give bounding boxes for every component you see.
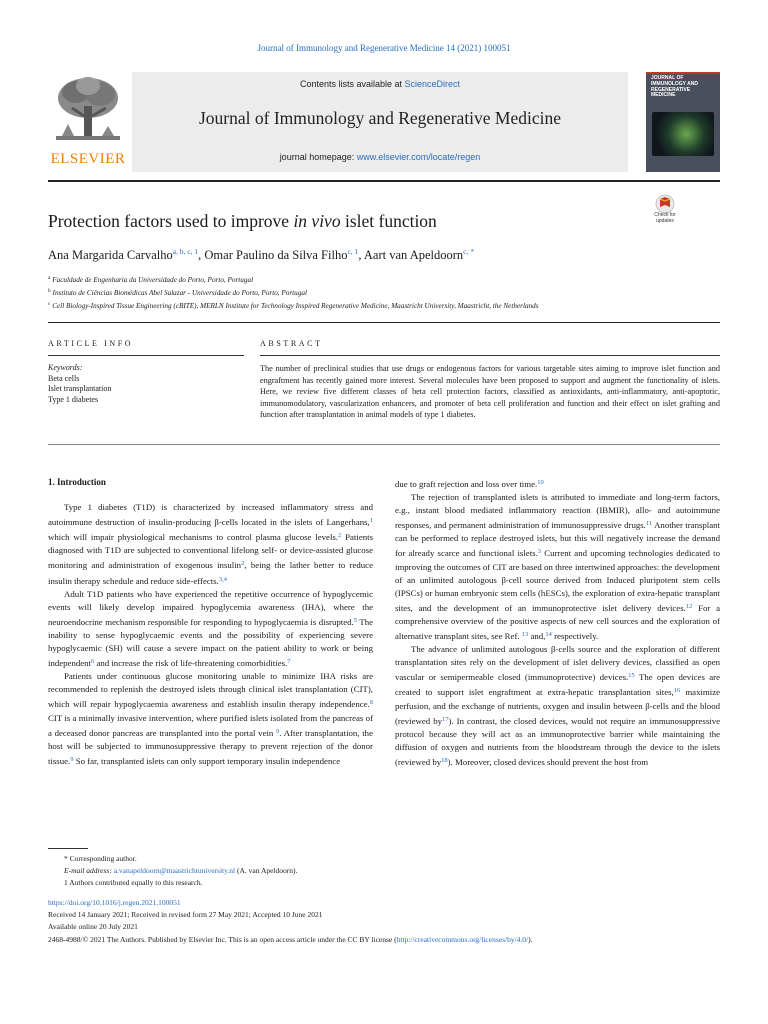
info-rule	[48, 355, 244, 356]
paragraph-text: Current and upcoming technologies dedicated to improving the outcomes of CIT are based on three intertwined approaches: the development of an unlimited autologous β-cell source derived from Induced pluripotent stem cells (IPSCs) or human embryonic stem cells (hESCs), the exploration of extra-hepatic transplant sites, and the development of an immunoprotective islet delivery devices.	[395, 548, 720, 613]
author-separator: ,	[358, 248, 364, 262]
paragraph-text: ). Moreover, closed devices should prevent the host from	[447, 756, 649, 767]
citation-link[interactable]: 5	[353, 616, 357, 624]
abstract-heading: ABSTRACT	[260, 339, 323, 348]
affiliation-item	[48, 299, 539, 312]
publication-info	[48, 897, 533, 946]
article-title	[48, 211, 437, 232]
affiliation-mark: b	[48, 288, 51, 294]
author-separator: ,	[198, 248, 205, 262]
check-updates-label	[642, 213, 688, 224]
citation-link[interactable]: 3,4	[218, 575, 227, 583]
citation-link[interactable]: 14	[545, 631, 552, 639]
author-name[interactable]: Omar Paulino da Silva Filho	[204, 248, 348, 262]
abstract-rule	[260, 355, 720, 356]
title-part-2: islet function	[340, 211, 437, 231]
received-dates: Received 14 January 2021; Received in revised form 27 May 2021; Accepted 10 June 2021	[48, 910, 323, 920]
body-column-right	[395, 476, 720, 769]
journal-masthead	[48, 72, 720, 172]
citation-link[interactable]: 7	[287, 658, 291, 666]
paragraph-text: Adult T1D patients who have experienced the repetitive occurrence of hypoglycemic events will likely develop impaired hypoglycemia awareness (IHA), where the neuroendocrine mechanism responsible for responding to hypoglycaemia is disrupted.	[48, 588, 373, 627]
email-label: E-mail address:	[64, 866, 112, 875]
citation-link[interactable]: 12	[685, 602, 693, 610]
author-affiliation-marks[interactable]: c, 1	[347, 247, 359, 256]
footnote-corresponding: * Corresponding author.	[64, 854, 137, 863]
paragraph-text: Type 1 diabetes (T1D) is characterized by increased inflammatory stress and autoimmune destruction of insulin-producing β-cells located in the islets of Langerhans,	[48, 502, 373, 528]
author-list	[48, 247, 474, 263]
paragraph-text: , being the lather better to reduce insulin therapy schedule and reduce side-effects.	[48, 560, 373, 586]
elsevier-wordmark: ELSEVIER	[50, 151, 126, 167]
body-column-left	[48, 476, 373, 768]
body-paragraph	[395, 491, 720, 643]
license-line	[48, 934, 533, 946]
keywords-block	[48, 363, 111, 405]
citation-link[interactable]: 9	[70, 755, 74, 763]
check-updates-icon	[642, 194, 688, 214]
cover-image	[652, 112, 714, 156]
check-updates-line-2: updates	[656, 217, 674, 224]
citation-link[interactable]: 3	[537, 548, 542, 556]
citation-link[interactable]: 6	[91, 658, 95, 666]
citation-link[interactable]: 9	[276, 727, 280, 735]
check-updates-line-1: Check for	[654, 212, 676, 218]
abstract-text: The number of preclinical studies that use drugs or endogenous factors for various targetable sites aiming to improve islet function and engraftment has recently gained more interest. Several molecules have been proposed to support and augment the functionality of islets. Here, we review five different classes of beta cell protection factors, classified as antioxidants, anti-inflammatory, anti-apoptotic, immunomodulatory, vascularization enhancers, and promoter of beta cell proliferation and function and their effect on islet grafting and function after transplantation in animal models of type 1 diabetes.	[260, 364, 720, 419]
footnote-rule	[48, 848, 88, 849]
paragraph-text: and increase the risk of life-threatening comorbidities.	[94, 658, 288, 669]
citation-link[interactable]: 2	[241, 560, 245, 568]
affiliation-text: Instituto de Ciências Biomédicas Abel Salazar - Universidade do Porto, Porto, Portugal	[50, 289, 307, 297]
cover-accent-bar	[646, 72, 720, 74]
paragraph-text: which will impair physiological mechanisms to control plasma glucose levels.	[48, 532, 339, 543]
citation-link[interactable]: 18	[441, 756, 448, 764]
keyword-item: Islet transplantation	[48, 384, 112, 393]
citation-link[interactable]: 11	[645, 520, 653, 528]
paragraph-text: The inability to sense hypoglycaemic events and the possibility of experiencing severe hypoglycaemic (SH) will cause a severe impact on the patient ability to work or being independent	[48, 616, 374, 669]
paragraph-text: due to graft rejection and loss over time.	[395, 479, 538, 489]
header-separator	[48, 322, 720, 323]
running-head[interactable]: Journal of Immunology and Regenerative Medicine 14 (2021) 100051	[257, 43, 511, 53]
paragraph-text: The advance of unlimited autologous β-cells source and the exploration of different transplantation sites rely on the development of islet delivery devices, classified as open vascular or semipermeable closed (immunoprotective) devices.	[395, 644, 720, 683]
paragraph-text: ). In contrast, the closed devices, would not require an immunosuppressive protocol because they will act as an immunoprotective barrier while maintaining the diffusion of oxygen and nutrients from the bloodstream through the device to the islets (reviewed by	[395, 715, 721, 767]
citation-link[interactable]: 17	[442, 715, 449, 723]
keyword-item: Type 1 diabetes	[48, 394, 99, 404]
journal-title: Journal of Immunology and Regenerative Medicine	[198, 108, 562, 128]
paragraph-text: The open devices are created to support islet engraftment at extra-hepatic transplantation sites,	[395, 672, 720, 698]
paragraph-text: . After transplantation, the host will be subjected to immunosuppressive therapy to prevent rejection of the donor tissue.	[48, 727, 373, 766]
affiliation-mark: c	[48, 301, 51, 307]
title-part-1: Protection factors used to improve	[48, 211, 294, 231]
body-paragraph	[48, 588, 373, 671]
citation-link[interactable]: 13	[521, 631, 529, 639]
cover-line-3: REGENERATIVE	[651, 86, 691, 93]
body-paragraph	[395, 643, 720, 769]
keywords-label: Keywords:	[48, 363, 83, 372]
author-name[interactable]: Aart van Apeldoorn	[363, 248, 464, 262]
affiliation-text: Faculdade de Engenharia da Universidade do Porto, Porto, Portugal	[50, 276, 254, 284]
title-italic: in vivo	[293, 211, 341, 231]
email-link[interactable]: a.vanapeldoorn@maastrichtuniversity.nl	[113, 866, 236, 875]
affiliations	[48, 273, 539, 312]
license-link[interactable]: http://creativecommons.org/licenses/by/4.0/	[396, 934, 529, 944]
paragraph-text: and,	[528, 631, 546, 642]
affiliation-text: Cell Biology-Inspired Tissue Engineering (cBITE), MERLN Institute for Technology Inspired Regenerative Medicine, Maastricht University, Maastricht, the Netherlands	[50, 302, 539, 310]
masthead-rule	[48, 180, 720, 182]
section-heading-introduction: 1. Introduction	[48, 477, 106, 487]
homepage-link[interactable]: www.elsevier.com/locate/regen	[356, 152, 481, 162]
body-paragraph	[48, 501, 373, 588]
paragraph-text: Patients diagnosed with T1D are subjected to conventional lifelong self- or device-assisted glucose monitoring and administration of exogenous insulin	[48, 532, 373, 571]
paragraph-text: Patients under continuous glucose monitoring unable to minimize IHA risks are recommended to replenish the destroyed islets through clinical islet transplantation (CIT), which will repair hypoglycaemia awareness and establish insulin therapy independence.	[48, 671, 373, 710]
license-suffix: ).	[528, 934, 533, 944]
abstract-bottom-rule	[48, 444, 720, 445]
paragraph-text: respectively.	[551, 631, 599, 642]
homepage-line	[132, 152, 628, 162]
keyword-item: Beta cells	[48, 373, 80, 383]
cover-line-1: JOURNAL OF	[651, 75, 684, 81]
citation-link[interactable]: 1	[369, 517, 373, 525]
paragraph-text: maximize perfusion, and the exchange of nutrients, oxygen and insulin between β-cells and the blood (reviewed by	[395, 687, 721, 726]
citation-link[interactable]: 2	[338, 532, 342, 540]
cover-title	[651, 76, 698, 99]
paragraph-text: For a comprehensive overview of the positive aspects of new cell sources and the exploration of alternative transplant sites, see Ref.	[395, 602, 720, 642]
paragraph-text: Another transplant can be performed to replace destroyed islets, but this will negatively increase the demand for already scarce and functional islets.	[395, 520, 720, 559]
elsevier-logo[interactable]	[48, 72, 128, 172]
author-affiliation-marks[interactable]: c, *	[463, 247, 474, 256]
affiliation-item	[48, 286, 539, 299]
cover-line-4: MEDICINE	[651, 92, 676, 99]
paragraph-text: The rejection of transplanted islets is attributed to immediate and long-term factors, e.g., instant blood mediated inflammatory reaction (IBMIR), allo- and autoimmune responses, and permanent administration of immunosuppressive drugs.	[395, 492, 720, 531]
license-prefix: 2468-4988/© 2021 The Authors. Published by Elsevier Inc. This is an open access article under the CC BY license (	[48, 934, 397, 944]
citation-link[interactable]: 8	[369, 699, 373, 707]
contents-line	[132, 79, 628, 89]
citation-link[interactable]: 10	[537, 479, 544, 486]
doi-link[interactable]: https://doi.org/10.1016/j.regen.2021.100051	[48, 898, 181, 907]
article-info-heading: ARTICLE INFO	[48, 339, 134, 348]
paragraph-text: CIT is a minimally invasive intervention, where purified islets isolated from the pancreas of a deceased donor pancreas are transplanted into the portal vein	[48, 712, 373, 738]
footnote-email	[48, 865, 297, 877]
affiliation-item	[48, 273, 539, 286]
journal-cover-thumbnail[interactable]	[646, 72, 720, 172]
elsevier-tree-icon	[48, 72, 128, 150]
journal-banner	[132, 72, 628, 172]
check-for-updates-button[interactable]	[642, 194, 688, 228]
footnote-equal-contribution: 1 Authors contributed equally to this research.	[64, 878, 203, 887]
paragraph-text: So far, transplanted islets can only support temporary insulin independence	[73, 755, 341, 766]
author-name[interactable]: Ana Margarida Carvalho	[48, 248, 173, 262]
sciencedirect-link[interactable]: ScienceDirect	[404, 79, 461, 89]
cover-line-2: IMMUNOLOGY AND	[651, 80, 698, 87]
citation-link[interactable]: 15	[628, 672, 635, 680]
author-affiliation-marks[interactable]: a, b, c, 1	[172, 247, 199, 256]
email-suffix: (A. van Apeldoorn).	[235, 866, 298, 875]
affiliation-mark: a	[48, 275, 51, 281]
online-date: Available online 20 July 2021	[48, 922, 138, 932]
footnotes	[48, 853, 297, 889]
homepage-prefix: journal homepage:	[279, 152, 357, 162]
contents-prefix: Contents lists available at	[299, 79, 405, 89]
body-paragraph	[48, 670, 373, 768]
body-paragraph	[395, 476, 720, 491]
citation-link[interactable]: 16	[673, 687, 681, 695]
